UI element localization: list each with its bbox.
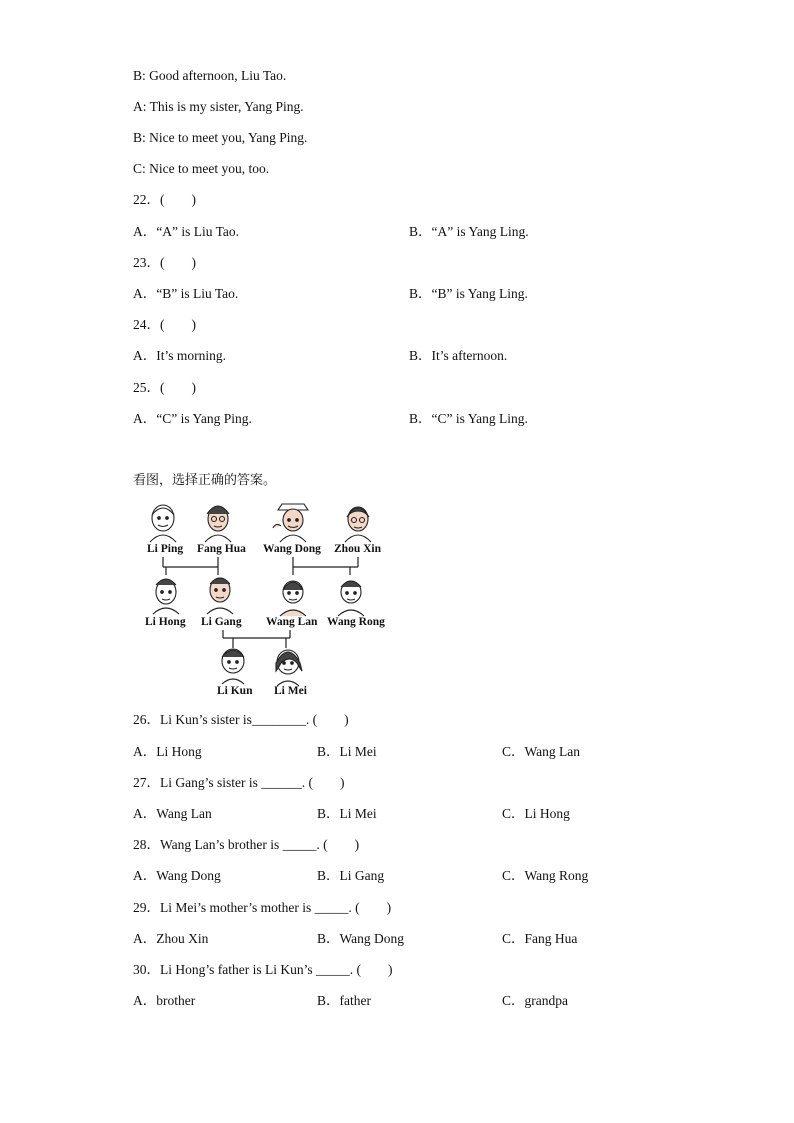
option-b: B．Li Mei bbox=[317, 806, 377, 821]
grandma-fang-hua-figure bbox=[205, 506, 231, 542]
option-a: A．“A” is Liu Tao. bbox=[133, 224, 240, 239]
dialogue-line: A: This is my sister, Yang Ping. bbox=[133, 99, 304, 114]
name-li-ping: Li Ping bbox=[147, 543, 184, 555]
option-c: C．grandpa bbox=[502, 993, 568, 1008]
question-24: 24．( ) bbox=[133, 317, 196, 332]
option-b: B．“B” is Yang Ling. bbox=[409, 286, 528, 301]
question-23: 23．( ) bbox=[133, 255, 196, 270]
question-28: 28．Wang Lan’s brother is _____. ( ) bbox=[133, 837, 360, 852]
question-27: 27．Li Gang’s sister is ______. ( ) bbox=[133, 775, 345, 790]
section-title: 看图，选择正确的答案。 bbox=[133, 473, 277, 488]
option-b: B．Li Mei bbox=[317, 744, 377, 759]
name-li-mei: Li Mei bbox=[274, 685, 307, 697]
dialogue-line: C: Nice to meet you, too. bbox=[133, 161, 270, 176]
name-wang-dong: Wang Dong bbox=[263, 543, 321, 555]
question-29: 29．Li Mei’s mother’s mother is _____. ( ) bbox=[133, 900, 392, 915]
grandma-zhou-xin-figure bbox=[345, 507, 371, 542]
option-a: A．“B” is Liu Tao. bbox=[133, 286, 239, 301]
family-tree-drawing bbox=[138, 500, 398, 705]
dialogue-line: B: Nice to meet you, Yang Ping. bbox=[133, 130, 308, 145]
father-li-gang-figure bbox=[207, 578, 233, 614]
option-c: C．Fang Hua bbox=[502, 931, 578, 946]
question-30: 30．Li Hong’s father is Li Kun’s _____. ( ) bbox=[133, 962, 393, 977]
name-li-hong: Li Hong bbox=[145, 616, 186, 628]
option-c: C．Wang Rong bbox=[502, 868, 589, 883]
name-fang-hua: Fang Hua bbox=[197, 543, 246, 555]
option-b: B．father bbox=[317, 993, 371, 1008]
option-b: B．“A” is Yang Ling. bbox=[409, 224, 529, 239]
name-zhou-xin: Zhou Xin bbox=[334, 543, 381, 555]
option-a: A．Li Hong bbox=[133, 744, 202, 759]
name-wang-lan: Wang Lan bbox=[266, 616, 318, 628]
option-c: C．Li Hong bbox=[502, 806, 570, 821]
option-a: A．“C” is Yang Ping. bbox=[133, 411, 252, 426]
name-li-kun: Li Kun bbox=[217, 685, 253, 697]
mother-wang-lan-figure bbox=[280, 581, 306, 616]
option-c: C．Wang Lan bbox=[502, 744, 581, 759]
dialogue-line: B: Good afternoon, Liu Tao. bbox=[133, 68, 287, 83]
option-a: A．Wang Lan bbox=[133, 806, 212, 821]
option-a: A．brother bbox=[133, 993, 196, 1008]
question-26: 26．Li Kun’s sister is________. ( ) bbox=[133, 712, 349, 727]
option-a: A．Zhou Xin bbox=[133, 931, 209, 946]
family-tree-figure bbox=[138, 500, 398, 705]
option-b: B．“C” is Yang Ling. bbox=[409, 411, 528, 426]
option-b: B．Li Gang bbox=[317, 868, 385, 883]
grandpa-wang-dong-figure bbox=[273, 504, 308, 542]
boy-li-kun-figure bbox=[222, 649, 244, 684]
uncle-li-hong-figure bbox=[153, 579, 179, 614]
option-b: B．It’s afternoon. bbox=[409, 348, 508, 363]
option-a: A．It’s morning. bbox=[133, 348, 226, 363]
name-wang-rong: Wang Rong bbox=[327, 616, 385, 628]
name-li-gang: Li Gang bbox=[201, 616, 242, 628]
girl-li-mei-figure bbox=[276, 650, 302, 686]
question-25: 25．( ) bbox=[133, 380, 196, 395]
grandpa-li-ping-figure bbox=[150, 505, 176, 542]
option-b: B．Wang Dong bbox=[317, 931, 405, 946]
option-a: A．Wang Dong bbox=[133, 868, 221, 883]
uncle-wang-rong-figure bbox=[338, 581, 364, 616]
question-22: 22．( ) bbox=[133, 192, 196, 207]
